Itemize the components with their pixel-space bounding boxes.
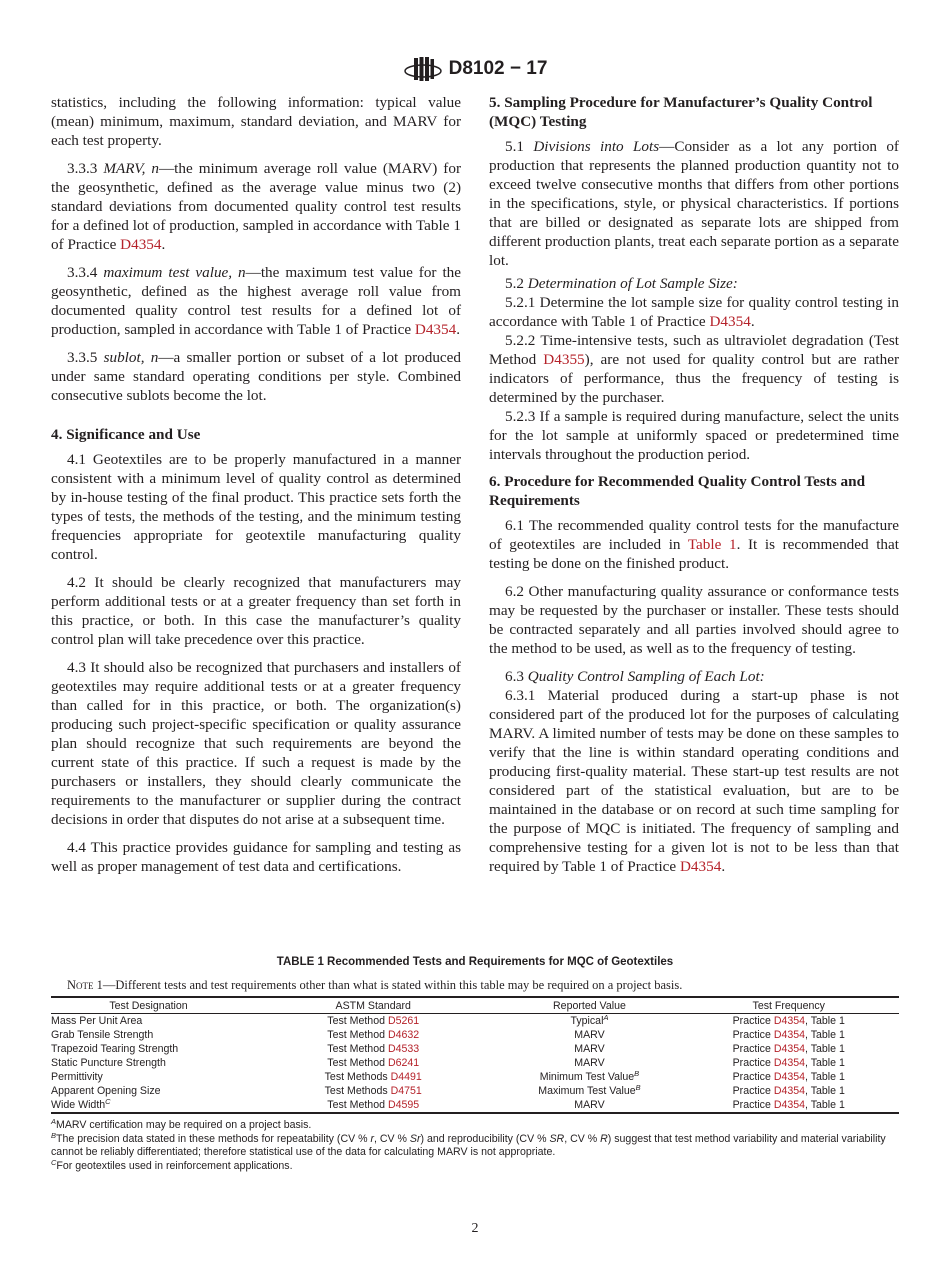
footnote-b bbox=[51, 1130, 899, 1160]
paragraph-statistics: statistics, including the following information: typical value (mean) minimum, maximum, standard deviation, and MARV for each test property. bbox=[51, 94, 461, 149]
standard-prefix: Test Method bbox=[327, 1057, 388, 1069]
reported-value-cell bbox=[500, 1084, 678, 1098]
frequency-prefix: Practice bbox=[732, 1085, 774, 1097]
footnote-marker: A bbox=[51, 1117, 57, 1126]
frequency-suffix: , Table 1 bbox=[805, 1015, 845, 1027]
paragraph-5-2-2 bbox=[489, 331, 899, 407]
frequency-prefix: Practice bbox=[732, 1071, 774, 1083]
clause-text: . It is recommended that testing be done on the finished product. bbox=[489, 536, 899, 572]
table-row bbox=[51, 1014, 899, 1029]
frequency-prefix: Practice bbox=[732, 1015, 774, 1027]
practice-link-d4354[interactable]: D4354 bbox=[773, 1085, 806, 1097]
clause-text: 5.2.1 Determine the lot sample size for quality control testing in accordance with Table 1 of Practice bbox=[489, 294, 899, 330]
paragraph-5-1 bbox=[489, 137, 899, 270]
term: Quality Control Sampling of Each Lot: bbox=[527, 668, 765, 685]
term: sublot, n bbox=[103, 349, 159, 366]
page-number: 2 bbox=[471, 1221, 479, 1236]
section-4-heading: 4. Significance and Use bbox=[51, 426, 201, 443]
term: maximum test value, n bbox=[103, 264, 246, 281]
footnote-text: ) and reproducibility (CV % bbox=[420, 1132, 550, 1145]
standard-prefix: Test Methods bbox=[324, 1085, 391, 1097]
test-designation: Grab Tensile Strength bbox=[51, 1029, 154, 1041]
paragraph-4-4: 4.4 This practice provides guidance for sampling and testing as well as proper management of test data and certifications. bbox=[51, 839, 461, 875]
practice-link-d4354[interactable]: D4354 bbox=[773, 1029, 806, 1041]
practice-link-d4354[interactable]: D4354 bbox=[773, 1015, 806, 1027]
footnote-text: The precision data stated in these methods for repeatability (CV % bbox=[56, 1132, 371, 1145]
astm-logo-icon bbox=[403, 55, 443, 83]
footnote-text: , CV % bbox=[564, 1132, 601, 1145]
reference-link-d4354[interactable]: D4354 bbox=[679, 858, 722, 875]
footnote-marker: A bbox=[603, 1013, 609, 1022]
reference-link-d4355[interactable]: D4355 bbox=[543, 351, 585, 368]
reported-value: Maximum Test Value bbox=[538, 1085, 636, 1097]
frequency-suffix: , Table 1 bbox=[805, 1071, 845, 1083]
mqc-tests-table bbox=[51, 996, 899, 1114]
section-5-heading: 5. Sampling Procedure for Manufacturer’s Quality Control (MQC) Testing bbox=[489, 94, 873, 130]
paragraph-5-2 bbox=[489, 274, 899, 293]
reported-value: Typical bbox=[570, 1015, 604, 1027]
footnote-text: MARV certification may be required on a project basis. bbox=[56, 1119, 312, 1131]
astm-standard-cell bbox=[246, 1056, 500, 1070]
paragraph-3-3-4 bbox=[51, 263, 461, 339]
footnote-text: For geotextiles used in reinforcement applications. bbox=[56, 1159, 293, 1172]
astm-standard-cell bbox=[246, 1070, 500, 1084]
standard-link[interactable]: D6241 bbox=[387, 1057, 420, 1069]
astm-standard-cell bbox=[246, 1084, 500, 1098]
paragraph-6-1 bbox=[489, 516, 899, 573]
reference-link-table-1[interactable]: Table 1 bbox=[687, 536, 737, 553]
reported-value-cell bbox=[500, 1028, 678, 1042]
frequency-suffix: , Table 1 bbox=[805, 1057, 845, 1069]
clause-number: 3.3.4 bbox=[67, 264, 98, 281]
footnote-marker: B bbox=[634, 1069, 640, 1078]
standard-prefix: Test Method bbox=[327, 1029, 388, 1041]
standard-link[interactable]: D4595 bbox=[387, 1099, 420, 1111]
column-header: Reported Value bbox=[553, 1000, 626, 1012]
test-designation-cell bbox=[51, 1056, 246, 1070]
clause-number: 3.3.3 bbox=[67, 160, 98, 177]
standard-link[interactable]: D4751 bbox=[390, 1085, 422, 1097]
table-note bbox=[51, 978, 899, 993]
reported-value: MARV bbox=[574, 1043, 605, 1055]
reported-value-cell bbox=[500, 1014, 678, 1029]
table-footnotes bbox=[51, 1119, 899, 1173]
standard-prefix: Test Methods bbox=[324, 1071, 391, 1083]
test-frequency-cell bbox=[679, 1056, 900, 1070]
paragraph-6-3-1 bbox=[489, 686, 899, 876]
reported-value-cell bbox=[500, 1056, 678, 1070]
clause-number: 6.3 bbox=[505, 668, 524, 685]
reported-value-cell bbox=[500, 1070, 678, 1084]
table-row bbox=[51, 1056, 899, 1070]
footnote-marker: B bbox=[635, 1083, 641, 1092]
term: Divisions into Lots bbox=[533, 138, 660, 155]
test-designation: Permittivity bbox=[51, 1071, 103, 1083]
clause-text: 6.1 The recommended quality control tests for the manufacture of geotextiles are included in bbox=[489, 517, 899, 553]
test-designation-cell bbox=[51, 1042, 246, 1056]
frequency-suffix: , Table 1 bbox=[805, 1099, 845, 1111]
paragraph-5-2-3: 5.2.3 If a sample is required during manufacture, select the units for the lot sample at uniformly spaced or predetermined time intervals throughout the production period. bbox=[489, 408, 899, 463]
footnote-marker: B bbox=[51, 1130, 57, 1140]
right-column bbox=[489, 93, 899, 876]
astm-standard-cell bbox=[246, 1028, 500, 1042]
astm-standard-cell bbox=[246, 1014, 500, 1029]
frequency-suffix: , Table 1 bbox=[805, 1085, 845, 1097]
paragraph-6-2: 6.2 Other manufacturing quality assurance or conformance tests may be requested by the purchaser or installer. These tests should be contracted separately and all parties involved should agree to the method to be used, as well as to the frequency of testing. bbox=[489, 583, 899, 657]
test-frequency-cell bbox=[679, 1098, 900, 1113]
paragraph-3-3-3 bbox=[51, 159, 461, 254]
test-designation: Wide Width bbox=[51, 1099, 106, 1111]
symbol: SR bbox=[549, 1132, 565, 1145]
left-column bbox=[51, 93, 461, 885]
footnote-a bbox=[51, 1119, 899, 1133]
reported-value-cell bbox=[500, 1098, 678, 1113]
clause-text: —Consider as a lot any portion of production that represents the planned production quantity not to exceed twelve consecutive months that differs from other portions in the specifications, style, or physical characteristics. If portions that are billed or designated as separate lots are shipped from different production plants, treat each separate portion as a separate lot. bbox=[489, 138, 899, 269]
paragraph-3-3-5 bbox=[51, 348, 461, 405]
punctuation: . bbox=[721, 858, 726, 875]
column-header: Test Designation bbox=[109, 1000, 188, 1012]
note-text: —Different tests and test requirements other than what is stated within this table may be required on a project basis. bbox=[102, 978, 683, 992]
punctuation: . bbox=[750, 313, 755, 330]
footnote-marker: C bbox=[105, 1097, 111, 1106]
term: MARV, n bbox=[103, 160, 159, 177]
frequency-suffix: , Table 1 bbox=[805, 1029, 845, 1041]
astm-standard-cell bbox=[246, 1042, 500, 1056]
punctuation: . bbox=[161, 236, 166, 253]
reference-link-d4354[interactable]: D4354 bbox=[414, 321, 457, 338]
practice-link-d4354[interactable]: D4354 bbox=[773, 1071, 806, 1083]
punctuation: . bbox=[456, 321, 461, 338]
clause-text: —the maximum test value for the geosynthetic, defined as the highest average roll value from documented quality control test results for a defined lot of production, sampled in accordance with Table 1 of Practice bbox=[51, 264, 462, 338]
footnote-c bbox=[51, 1157, 899, 1174]
standard-link[interactable]: D5261 bbox=[387, 1015, 420, 1027]
standard-link[interactable]: D4491 bbox=[390, 1071, 422, 1083]
test-designation: Static Puncture Strength bbox=[51, 1057, 166, 1069]
test-frequency-cell bbox=[679, 1042, 900, 1056]
paragraph-4-3: 4.3 It should also be recognized that purchasers and installers of geotextiles may require additional tests or at a greater frequency than called for in this practice, or both. The organization(s) producing such project-specific specification or quality assurance plan should recognize that such requirements are beyond the current state of this practice. If such a request is made by the purchasers or installers, they should clearly communicate the requirements to the manufacturer or supplier during the contract decisions in order that disputes do not arise at a subsequent time. bbox=[51, 659, 461, 828]
standard-link[interactable]: D4533 bbox=[387, 1043, 420, 1055]
footnote-marker: C bbox=[51, 1157, 57, 1167]
reported-value-cell bbox=[500, 1042, 678, 1056]
paragraph-5-2-1 bbox=[489, 293, 899, 331]
frequency-prefix: Practice bbox=[732, 1029, 774, 1041]
clause-number: 3.3.5 bbox=[67, 349, 98, 366]
test-frequency-cell bbox=[679, 1070, 900, 1084]
document-id: D8102 − 17 bbox=[448, 58, 548, 79]
clause-text: ), are not used for quality control but are rather indicators of performance, thus the frequency of testing is determined by the purchaser. bbox=[489, 351, 899, 406]
table-header-row bbox=[51, 997, 899, 1014]
clause-number: 5.1 bbox=[505, 138, 524, 155]
table-title: TABLE 1 Recommended Tests and Requirements for MQC of Geotextiles bbox=[276, 956, 674, 968]
paragraph-6-3 bbox=[489, 667, 899, 686]
frequency-prefix: Practice bbox=[732, 1057, 774, 1069]
standard-prefix: Test Method bbox=[327, 1043, 388, 1055]
test-frequency-cell bbox=[679, 1014, 900, 1029]
table-1 bbox=[51, 956, 899, 1173]
reference-link-d4354[interactable]: D4354 bbox=[709, 313, 751, 330]
clause-text: —the minimum average roll value (MARV) for the geosynthetic, defined as the average value minus two (2) standard deviations from documented quality control test results for a defined lot of production, sampled in accordance with Table 1 of Practice bbox=[51, 160, 462, 253]
test-designation-cell bbox=[51, 1014, 246, 1029]
test-designation-cell bbox=[51, 1084, 246, 1098]
practice-link-d4354[interactable]: D4354 bbox=[773, 1099, 806, 1111]
table-row bbox=[51, 1084, 899, 1098]
footnote-text: ) suggest that test method variability and material variability cannot be reliably differentiated; therefore statistical use of the data for calculating MARV is not appropriate. bbox=[51, 1132, 886, 1158]
section-6-heading: 6. Procedure for Recommended Quality Control Tests and Requirements bbox=[489, 473, 866, 509]
standard-prefix: Test Method bbox=[327, 1015, 388, 1027]
test-designation-cell bbox=[51, 1070, 246, 1084]
symbol: R bbox=[600, 1132, 608, 1145]
clause-text: 5.2.2 Time-intensive tests, such as ultraviolet degradation (Test Method bbox=[489, 332, 899, 368]
table-row bbox=[51, 1070, 899, 1084]
clause-text: —a smaller portion or subset of a lot produced under same standard operating conditions per style. Combined consecutive sublots become the lot. bbox=[51, 349, 461, 404]
standard-prefix: Test Method bbox=[327, 1099, 388, 1111]
practice-link-d4354[interactable]: D4354 bbox=[773, 1043, 806, 1055]
reported-value: MARV bbox=[574, 1057, 605, 1069]
symbol: Sr bbox=[409, 1132, 421, 1145]
reference-link-d4354[interactable]: D4354 bbox=[120, 236, 162, 253]
clause-text: 6.3.1 Material produced during a start-up phase is not considered part of the produced lot for the purposes of calculating MARV. A limited number of tests may be done on these samples to verify that the line is within standard operating conditions and producing first-quality material. These start-up test results are not considered part of the statistical evaluation, but are to be maintained in the database or on record at such time sampling for the purpose of MQC is initiated. The frequency of sampling and comprehensive testing for a given lot is not to be less than that required by Table 1 of Practice bbox=[489, 687, 899, 875]
reported-value: MARV bbox=[574, 1099, 605, 1111]
table-row bbox=[51, 1028, 899, 1042]
astm-standard-cell bbox=[246, 1098, 500, 1113]
test-designation-cell bbox=[51, 1098, 246, 1113]
reported-value: Minimum Test Value bbox=[539, 1071, 635, 1083]
term: Determination of Lot Sample Size: bbox=[527, 275, 738, 292]
clause-number: 5.2 bbox=[505, 275, 524, 292]
column-header: ASTM Standard bbox=[335, 1000, 411, 1012]
test-designation: Trapezoid Tearing Strength bbox=[51, 1043, 179, 1055]
test-frequency-cell bbox=[679, 1028, 900, 1042]
practice-link-d4354[interactable]: D4354 bbox=[773, 1057, 806, 1069]
column-header: Test Frequency bbox=[752, 1000, 825, 1012]
table-row bbox=[51, 1098, 899, 1113]
frequency-prefix: Practice bbox=[732, 1099, 774, 1111]
frequency-suffix: , Table 1 bbox=[805, 1043, 845, 1055]
paragraph-4-1: 4.1 Geotextiles are to be properly manufactured in a manner consistent with a minimum level of quality control as determined by in-house testing of the final product. This practice sets forth the types of tests, the methods of the testing, and the minimum testing frequencies appropriate for geotextile manufacturing quality control. bbox=[51, 451, 461, 563]
frequency-prefix: Practice bbox=[732, 1043, 774, 1055]
footnote-text: , CV % bbox=[374, 1132, 410, 1145]
note-label: Note 1 bbox=[67, 978, 103, 992]
paragraph-4-2: 4.2 It should be clearly recognized that manufacturers may perform additional tests or at a greater frequency than set forth in this practice, or both. In this case the manufacturer’s quality control plan will take precedence over this practice. bbox=[51, 574, 461, 648]
table-row bbox=[51, 1042, 899, 1056]
symbol: r bbox=[370, 1132, 374, 1145]
reported-value: MARV bbox=[574, 1029, 605, 1041]
test-designation: Apparent Opening Size bbox=[51, 1085, 161, 1097]
test-designation: Mass Per Unit Area bbox=[51, 1015, 143, 1027]
test-designation-cell bbox=[51, 1028, 246, 1042]
standard-link[interactable]: D4632 bbox=[387, 1029, 420, 1041]
page-header bbox=[0, 55, 950, 88]
test-frequency-cell bbox=[679, 1084, 900, 1098]
